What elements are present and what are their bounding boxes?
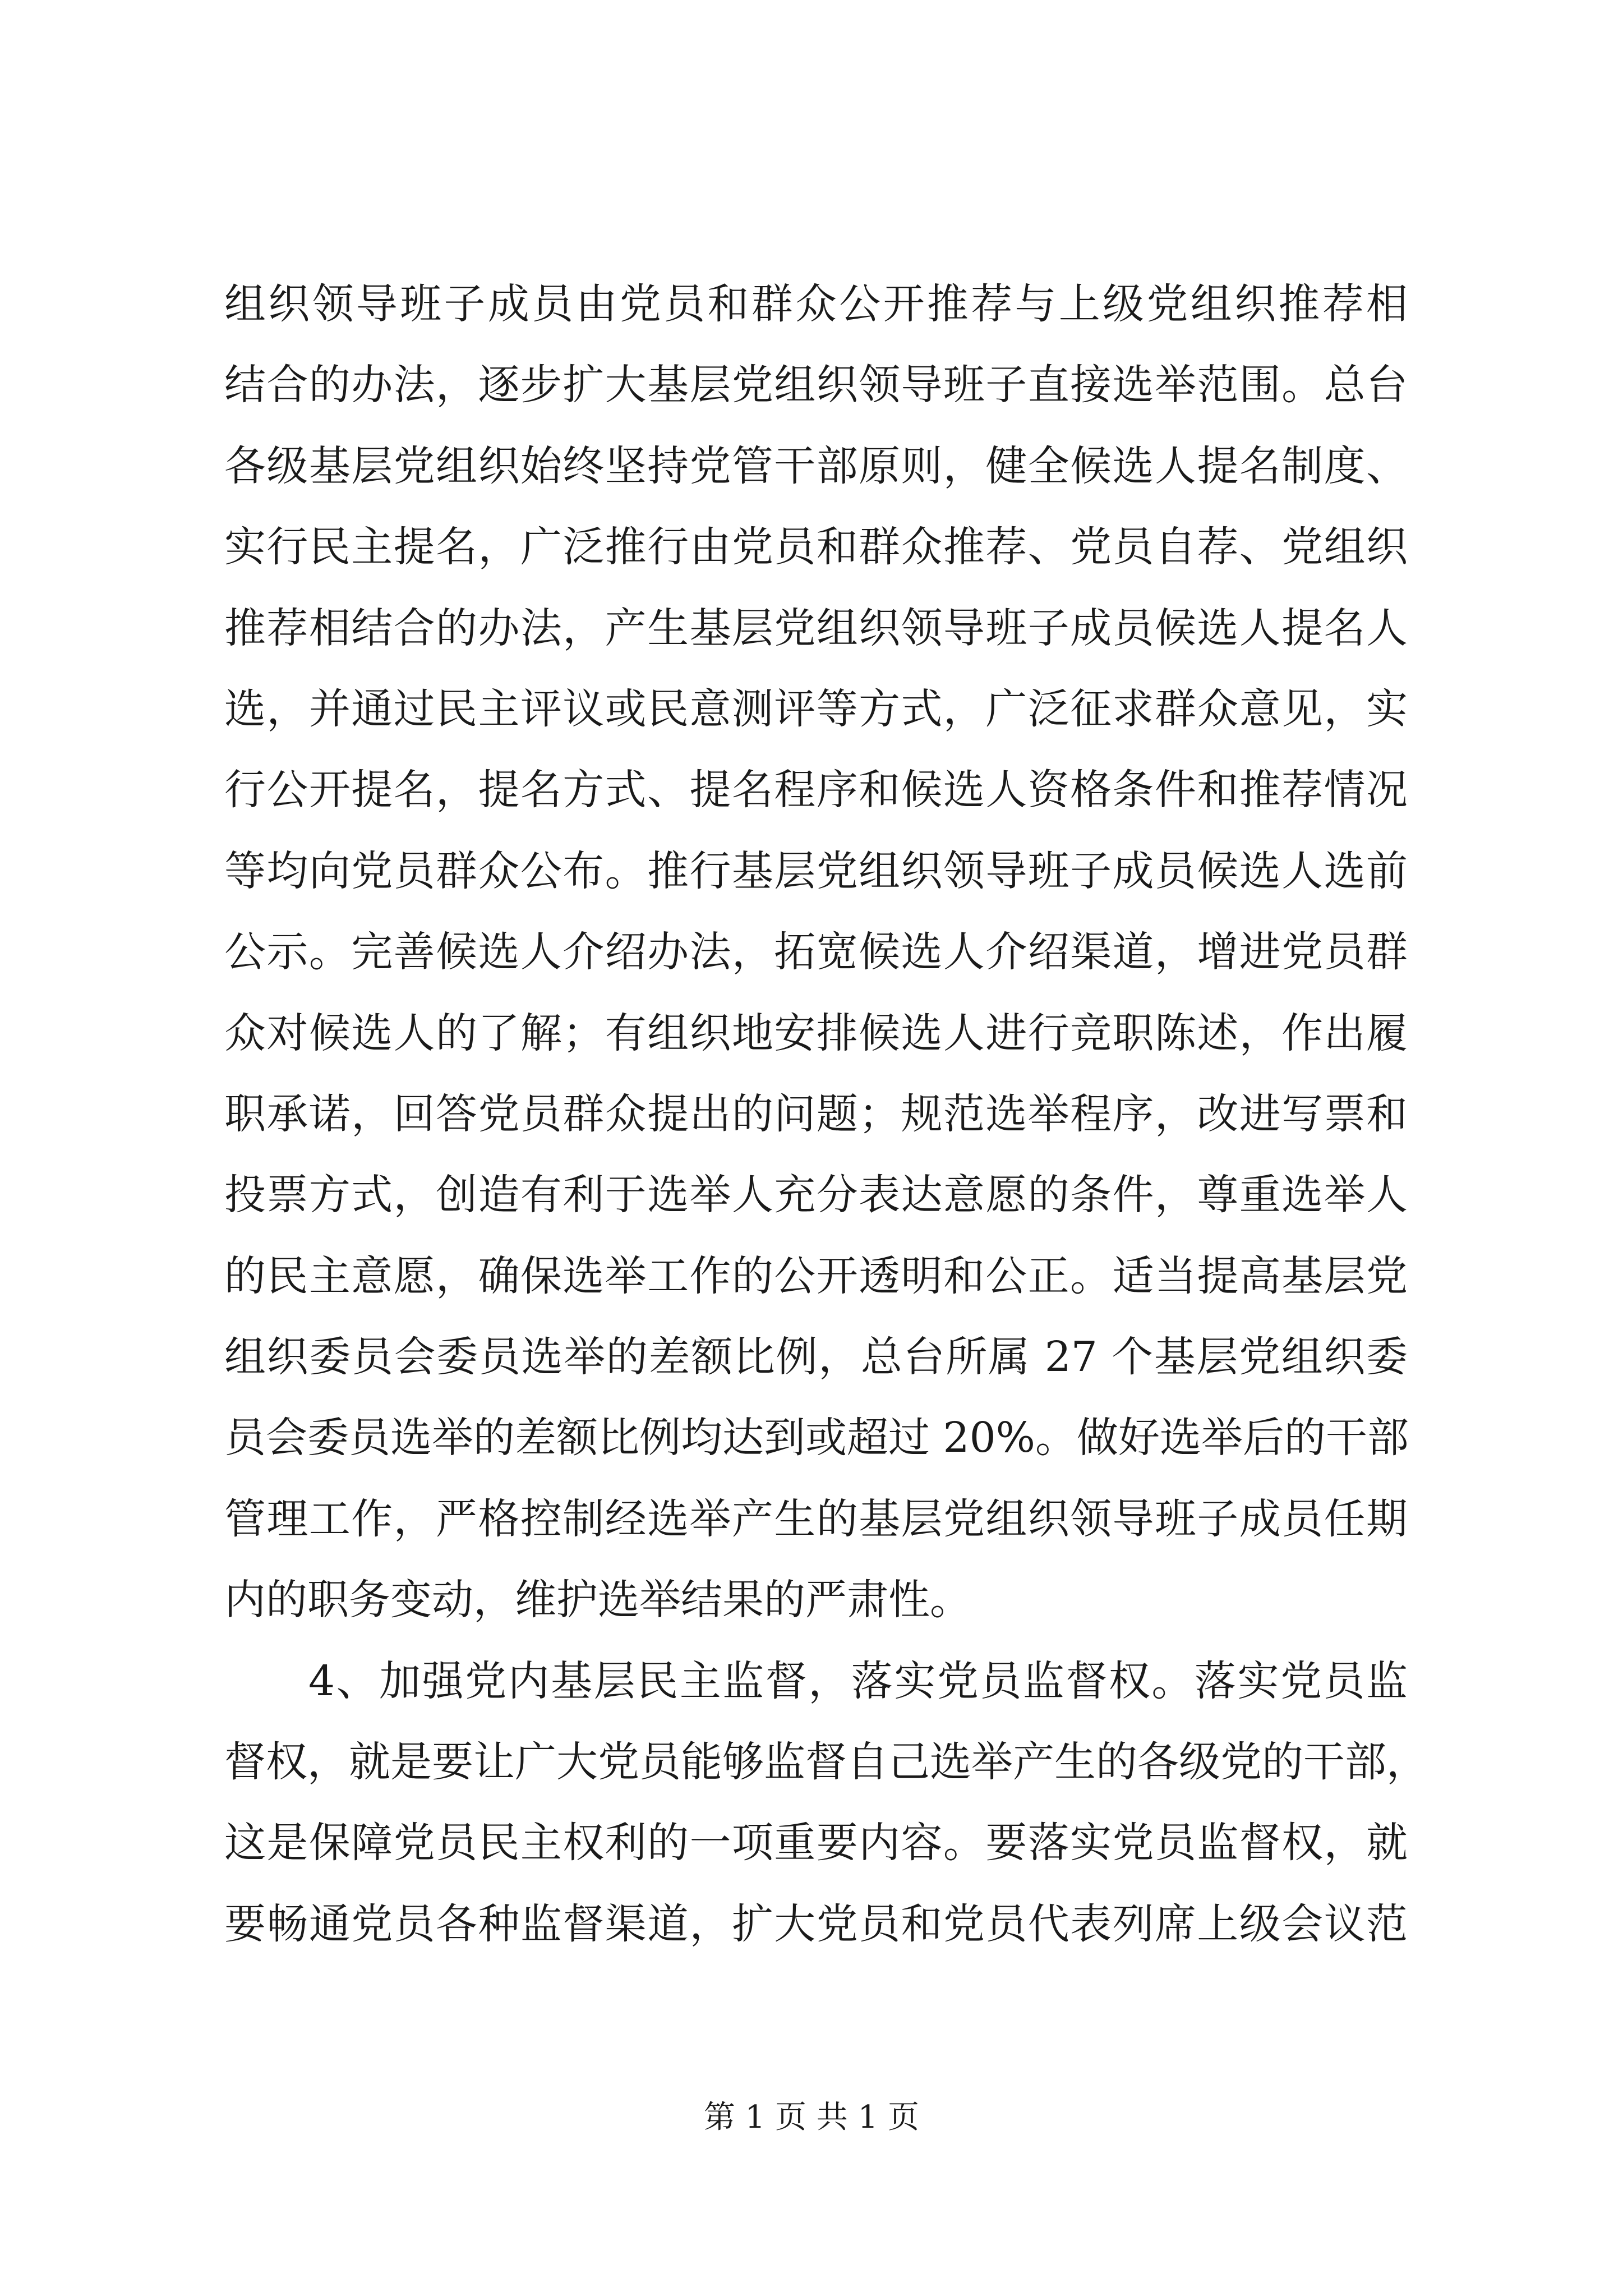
text-line: 投票方式，创造有利于选举人充分表达意愿的条件，尊重选举人: [224, 1171, 1408, 1220]
text-line: 众对候选人的了解；有组织地安排候选人进行竞职陈述，作出履: [224, 1009, 1408, 1057]
text-line: 行公开提名，提名方式、提名程序和候选人资格条件和推荐情况: [224, 766, 1408, 815]
text-line: 公示。完善候选人介绍办法，拓宽候选人介绍渠道，增进党员群: [224, 928, 1408, 977]
text-line: 督权，就是要让广大党员能够监督自己选举产生的各级党的干部，: [224, 1738, 1428, 1787]
text-line: 这是保障党员民主权利的一项重要内容。要落实党员监督权，就: [224, 1819, 1408, 1867]
text-line: 选，并通过民主评议或民意测评等方式，广泛征求群众意见，实: [224, 684, 1408, 733]
text-line: 推荐相结合的办法，产生基层党组织领导班子成员候选人提名人: [224, 604, 1408, 652]
text-line: 组织委员会委员选举的差额比例，总台所属 27 个基层党组织委: [224, 1333, 1408, 1382]
text-line-paragraph-end: 内的职务变动，维护选举结果的严肃性。: [224, 1576, 971, 1625]
text-line: 职承诺，回答党员群众提出的问题；规范选举程序，改进写票和: [224, 1089, 1408, 1138]
text-line: 管理工作，严格控制经选举产生的基层党组织领导班子成员任期: [224, 1494, 1408, 1543]
text-line-section-heading: 4、加强党内基层民主监督，落实党员监督权。落实党员监: [308, 1657, 1408, 1705]
text-line: 各级基层党组织始终坚持党管干部原则，健全候选人提名制度、: [224, 441, 1408, 490]
text-line: 实行民主提名，广泛推行由党员和群众推荐、党员自荐、党组织: [224, 523, 1408, 572]
text-line: 等均向党员群众公布。推行基层党组织领导班子成员候选人选前: [224, 846, 1408, 895]
body-text: [224, 264, 1428, 1964]
text-line: 员会委员选举的差额比例均达到或超过 20%。做好选举后的干部: [224, 1414, 1409, 1462]
page-number-label: 第 1 页 共 1 页: [703, 2099, 920, 2136]
text-line: 组织领导班子成员由党员和群众公开推荐与上级党组织推荐相: [224, 280, 1408, 328]
text-line: 结合的办法，逐步扩大基层党组织领导班子直接选举范围。总台: [224, 361, 1408, 409]
page-footer: [0, 2098, 1623, 2137]
text-line: 要畅通党员各种监督渠道，扩大党员和党员代表列席上级会议范: [224, 1899, 1408, 1948]
text-line: 的民主意愿，确保选举工作的公开透明和公正。适当提高基层党: [224, 1251, 1408, 1300]
